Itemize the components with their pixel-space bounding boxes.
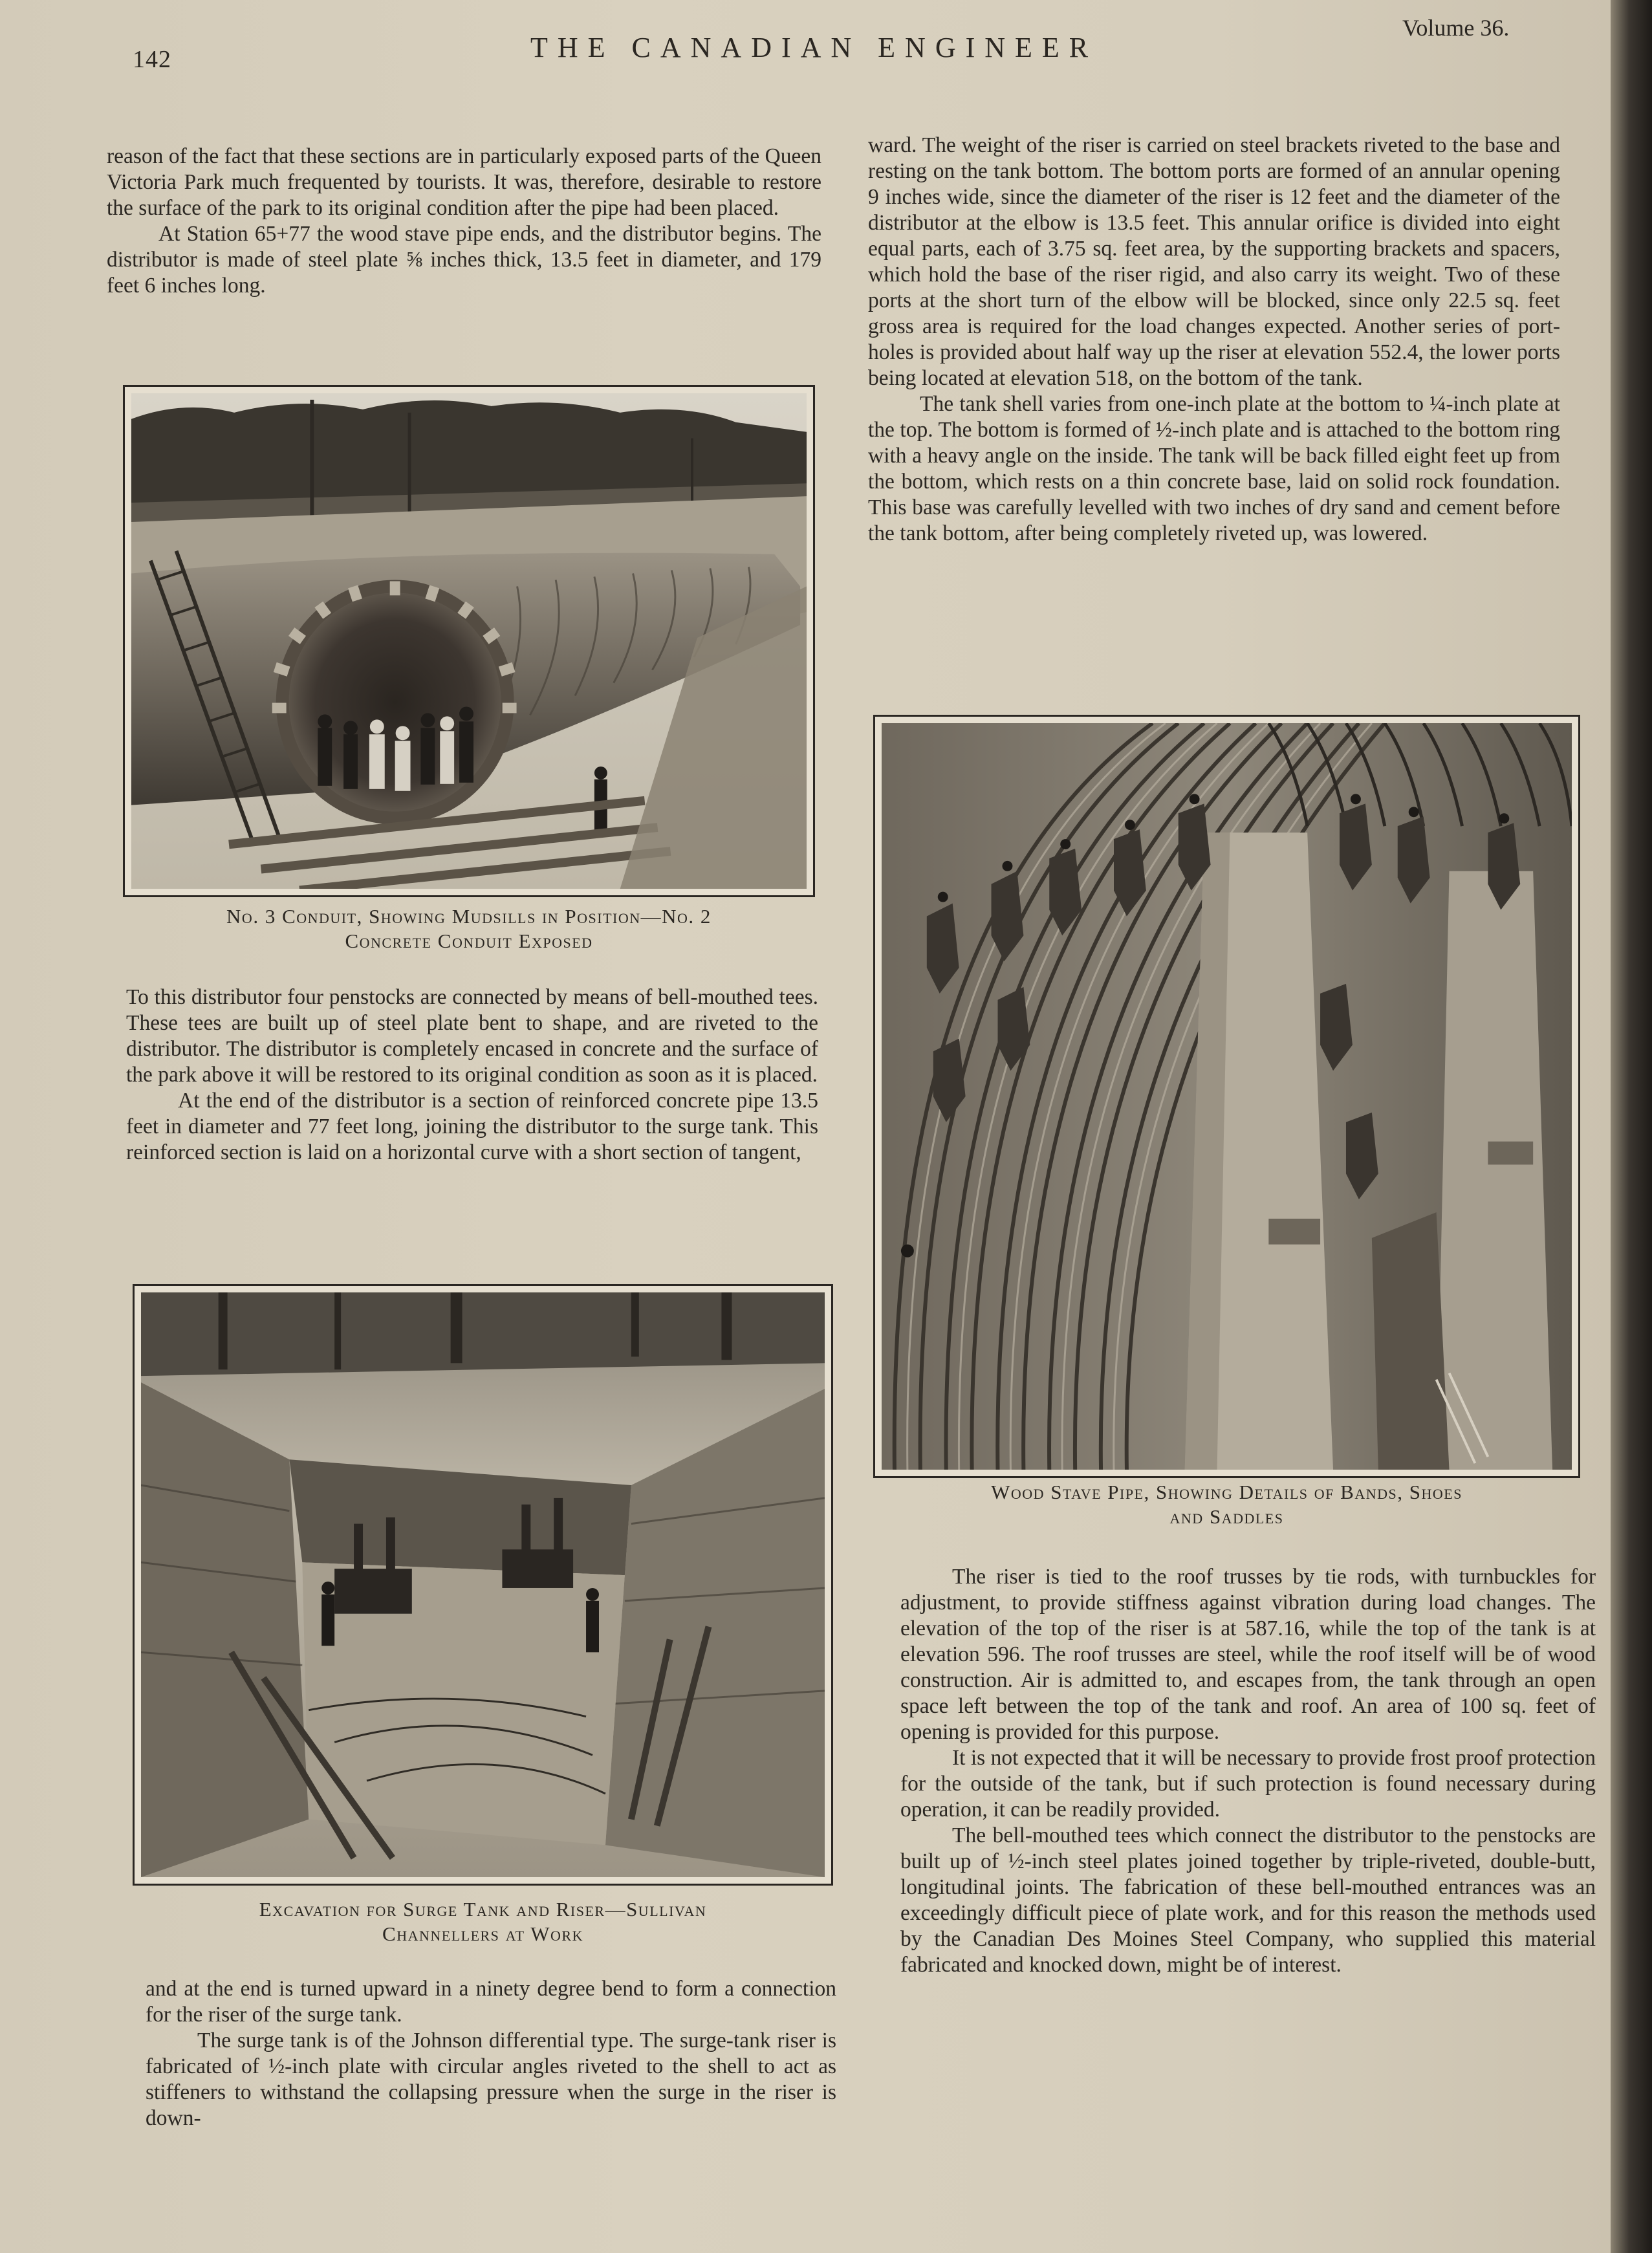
caption-wood-stave-line-1: Wood Stave Pipe, Showing Details of Bands, Shoes (991, 1481, 1462, 1503)
caption-wood-stave-pipe (873, 1480, 1580, 1529)
volume-label: Volume 36. (1402, 15, 1510, 41)
right-paragraph-2: The tank shell varies from one-inch plate at the bottom to ¼-inch plate at the top. The bottom is formed of ½-inch plate and is attached to the bottom ring with a heavy angle on the inside. The tank will be back filled eight feet up from the bottom, which rests on a thin concrete base, laid on solid rock foundation. This base was carefully levelled with two inches of dry sand and cement before the tank bottom, after being completely riveted up, was lowered. (868, 392, 1560, 545)
right-column-bottom-text (900, 1564, 1596, 1978)
caption-excavation-line-1: Excavation for Surge Tank and Riser—Sullivan (259, 1898, 707, 1921)
excavation-photo-image (141, 1292, 825, 1877)
left-paragraph-2: At Station 65+77 the wood stave pipe ends, and the distributor begins. The distributor is made of steel plate ⅝ inches thick, 13.5 feet in diameter, and 179 feet 6 inches long. (107, 222, 821, 298)
left-column-top-text (107, 144, 821, 299)
left-paragraph-5: and at the end is turned upward in a ninety degree bend to form a connection for the riser of the surge tank. (146, 1977, 836, 2027)
page-number: 142 (133, 46, 171, 73)
left-paragraph-4: At the end of the distributor is a section of reinforced concrete pipe 13.5 feet in diameter and 77 feet long, joining the distributor to the surge tank. This reinforced section is laid on a horizontal curve with a short section of tangent, (126, 1089, 818, 1164)
wood-stave-photo-image (882, 723, 1572, 1470)
left-paragraph-3: To this distributor four penstocks are connected by means of bell-mouthed tees. These tees are built up of steel plate bent to shape, and are riveted to the distributor. The distributor is completely encased in concrete and the surface of the park above it will be restored to its original condition as soon as it is placed. (126, 985, 818, 1087)
caption-wood-stave-line-2: and Saddles (1169, 1505, 1284, 1528)
photo-conduit-mudsills (123, 385, 815, 897)
left-column-middle-text (126, 985, 818, 1166)
conduit-photo-image (131, 393, 807, 889)
caption-conduit-line-2: Concrete Conduit Exposed (345, 930, 593, 952)
left-paragraph-1: reason of the fact that these sections are in particularly exposed parts of the Queen Victoria Park much frequented by tourists. It was, therefore, desirable to restore the surface of the park to its original condition after the pipe had been placed. (107, 144, 821, 220)
left-column-bottom-text (146, 1976, 836, 2131)
book-spine-shadow (1611, 0, 1652, 2253)
caption-conduit-line-1: No. 3 Conduit, Showing Mudsills in Position—No. 2 (226, 905, 712, 928)
journal-title: THE CANADIAN ENGINEER (530, 32, 1098, 63)
right-paragraph-3: The riser is tied to the roof trusses by tie rods, with turnbuckles for adjustment, to provide stiffness against vibration during load changes. The elevation of the top of the riser is at 587.16, while the top of the tank is at elevation 596. The roof trusses are steel, while the roof itself will be of wood construction. Air is admitted to, and escapes from, the tank through an open space left between the top of the tank and roof. An area of 100 sq. feet of opening is provided for this purpose. (900, 1565, 1596, 1744)
right-paragraph-4: It is not expected that it will be necessary to provide frost proof protection for the outside of the tank, but if such protection is found necessary during operation, it can be readily provided. (900, 1746, 1596, 1822)
left-paragraph-6: The surge tank is of the Johnson differential type. The surge-tank riser is fabricated of ½-inch plate with circular angles riveted to the shell to act as stiffeners to withstand the collapsing pressure when the surge in the riser is down- (146, 2029, 836, 2130)
photo-wood-stave-pipe (873, 715, 1580, 1478)
right-column-top-text (868, 133, 1560, 547)
caption-conduit-mudsills (123, 904, 815, 953)
caption-excavation-line-2: Channellers at Work (382, 1922, 583, 1945)
right-paragraph-5: The bell-mouthed tees which connect the distributor to the penstocks are built up of ½-inch steel plates joined together by triple-riveted, double-butt, longitudinal joints. The fabrication of these bell-mouthed entrances was an exceedingly difficult piece of plate work, and for this reason the methods used by the Canadian Des Moines Steel Company, who supplied this material fabricated and knocked down, might be of interest. (900, 1823, 1596, 1977)
photo-excavation-surge-tank (133, 1284, 833, 1886)
caption-excavation-surge-tank (133, 1897, 833, 1946)
right-paragraph-1: ward. The weight of the riser is carried on steel brackets riveted to the base and resting on the tank bottom. The bottom ports are formed of an annular opening 9 inches wide, since the diameter of the riser is 12 feet and the diameter of the distributor at the elbow is 13.5 feet. This annular orifice is divided into eight equal parts, each of 3.75 sq. feet area, by the supporting brackets and spacers, which hold the base of the riser rigid, and also carry its weight. Two of these ports at the short turn of the elbow will be blocked, since only 22.5 sq. feet gross area is required for the load changes expected. Another series of port-holes is provided about half way up the riser at elevation 552.4, the lower ports being located at elevation 518, on the bottom of the tank. (868, 133, 1560, 390)
